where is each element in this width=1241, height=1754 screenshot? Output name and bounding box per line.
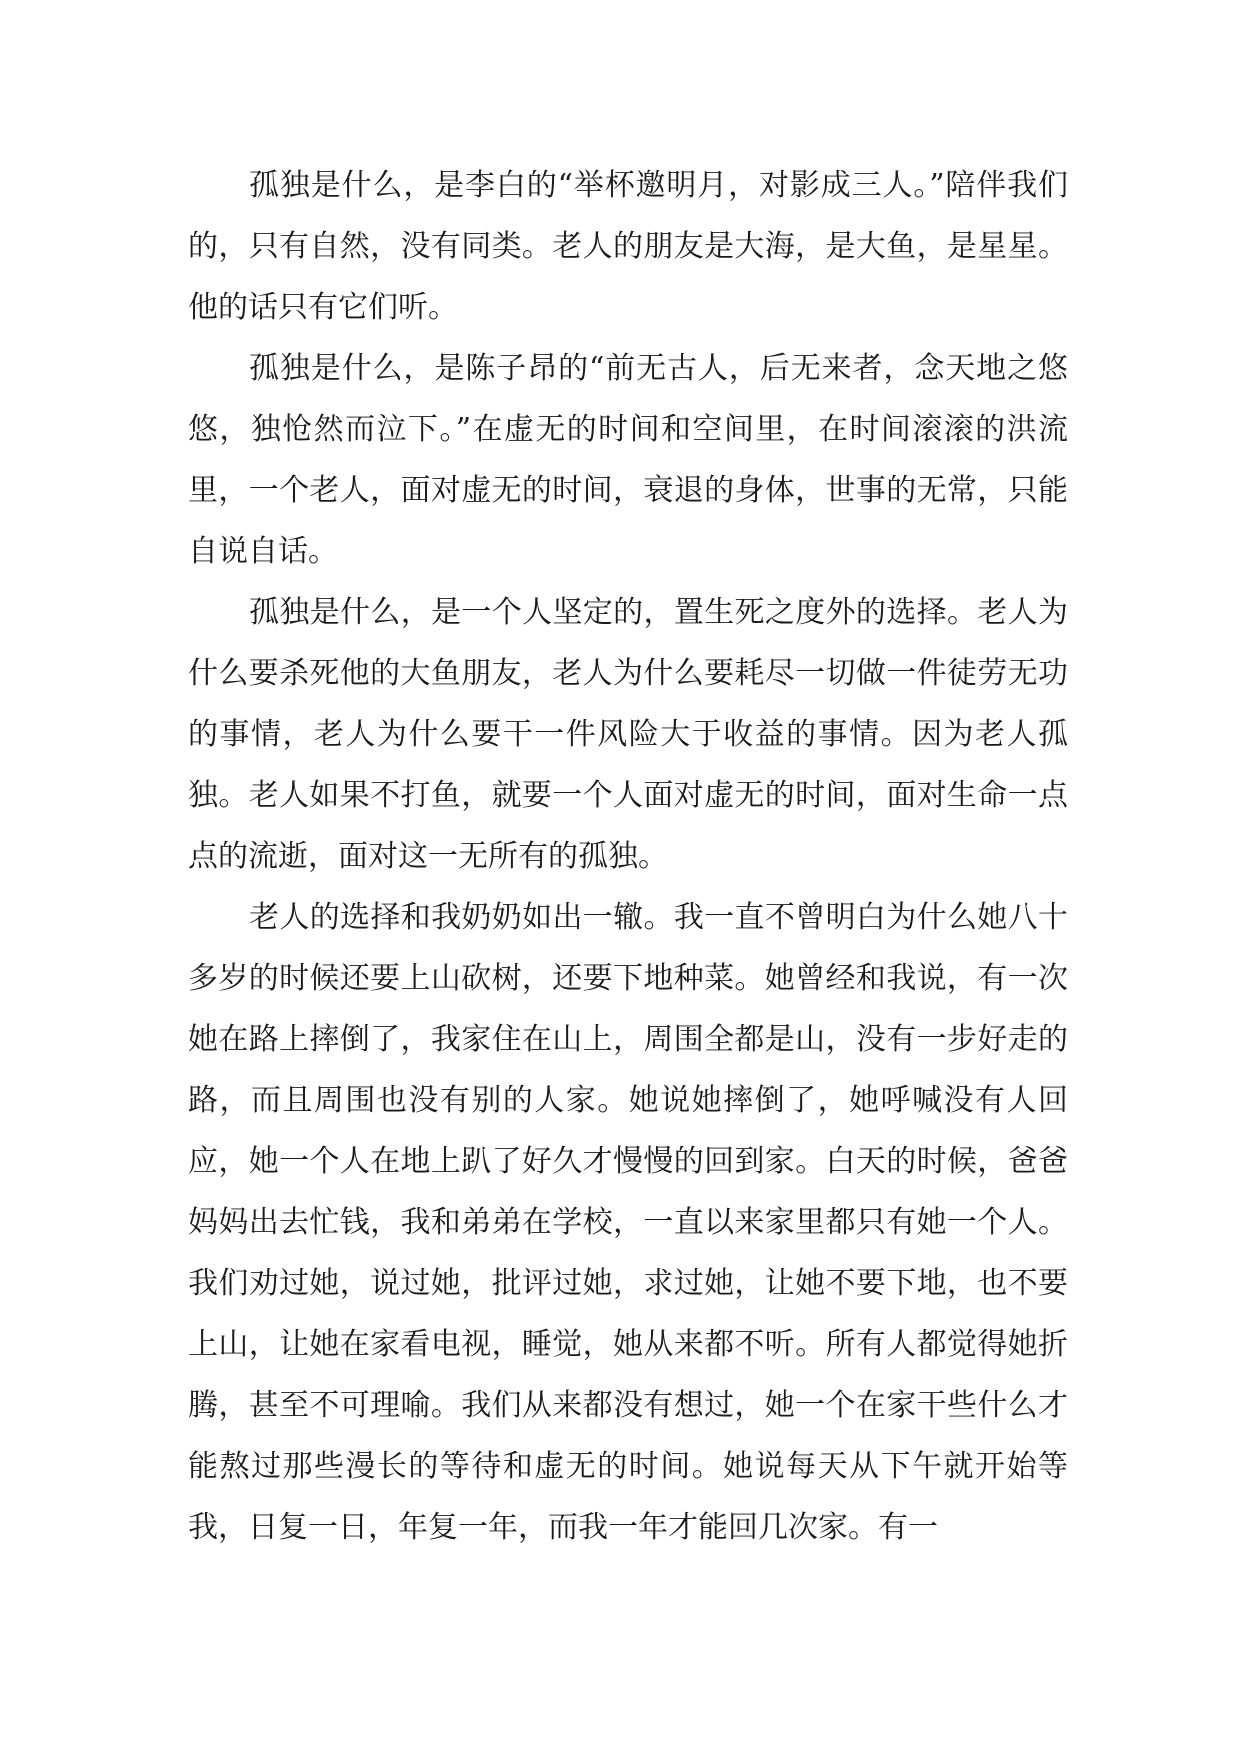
paragraph-1: 孤独是什么，是李白的“举杯邀明月，对影成三人。”陪伴我们的，只有自然，没有同类。老人的朋友是大海，是大鱼，是星星。他的话只有它们听。 bbox=[188, 168, 1068, 325]
paragraph-4: 老人的选择和我奶奶如出一辙。我一直不曾明白为什么她八十多岁的时候还要上山砍树，还要下地种菜。她曾经和我说，有一次她在路上摔倒了，我家住在山上，周围全都是山，没有一步好走的路，而且周围也没有别的人家。她说她摔倒了，她呼喊没有人回应，她一个人在地上趴了好久才慢慢的回到家。白天的时候，爸爸妈妈出去忙钱，我和弟弟在学校，一直以来家里都只有她一个人。我们劝过她，说过她，批评过她，求过她，让她不要下地，也不要上山，让她在家看电视，睡觉，她从来都不听。所有人都觉得她折腾，甚至不可理喻。我们从来都没有想过，她一个在家干些什么才能熬过那些漫长的等待和虚无的时间。她说每天从下午就开始等我，日复一日，年复一年，而我一年才能回几次家。有一 bbox=[188, 900, 1068, 1545]
document-body bbox=[188, 155, 1068, 1558]
paragraph-2: 孤独是什么，是陈子昂的“前无古人，后无来者，念天地之悠悠，独怆然而泣下。”在虚无的时间和空间里，在时间滚滚的洪流里，一个老人，面对虚无的时间，衰退的身体，世事的无常，只能自说自话。 bbox=[188, 351, 1068, 569]
paragraph-3: 孤独是什么，是一个人坚定的，置生死之度外的选择。老人为什么要杀死他的大鱼朋友，老人为什么要耗尽一切做一件徒劳无功的事情，老人为什么要干一件风险大于收益的事情。因为老人孤独。老人如果不打鱼，就要一个人面对虚无的时间，面对生命一点点的流逝，面对这一无所有的孤独。 bbox=[188, 595, 1068, 874]
